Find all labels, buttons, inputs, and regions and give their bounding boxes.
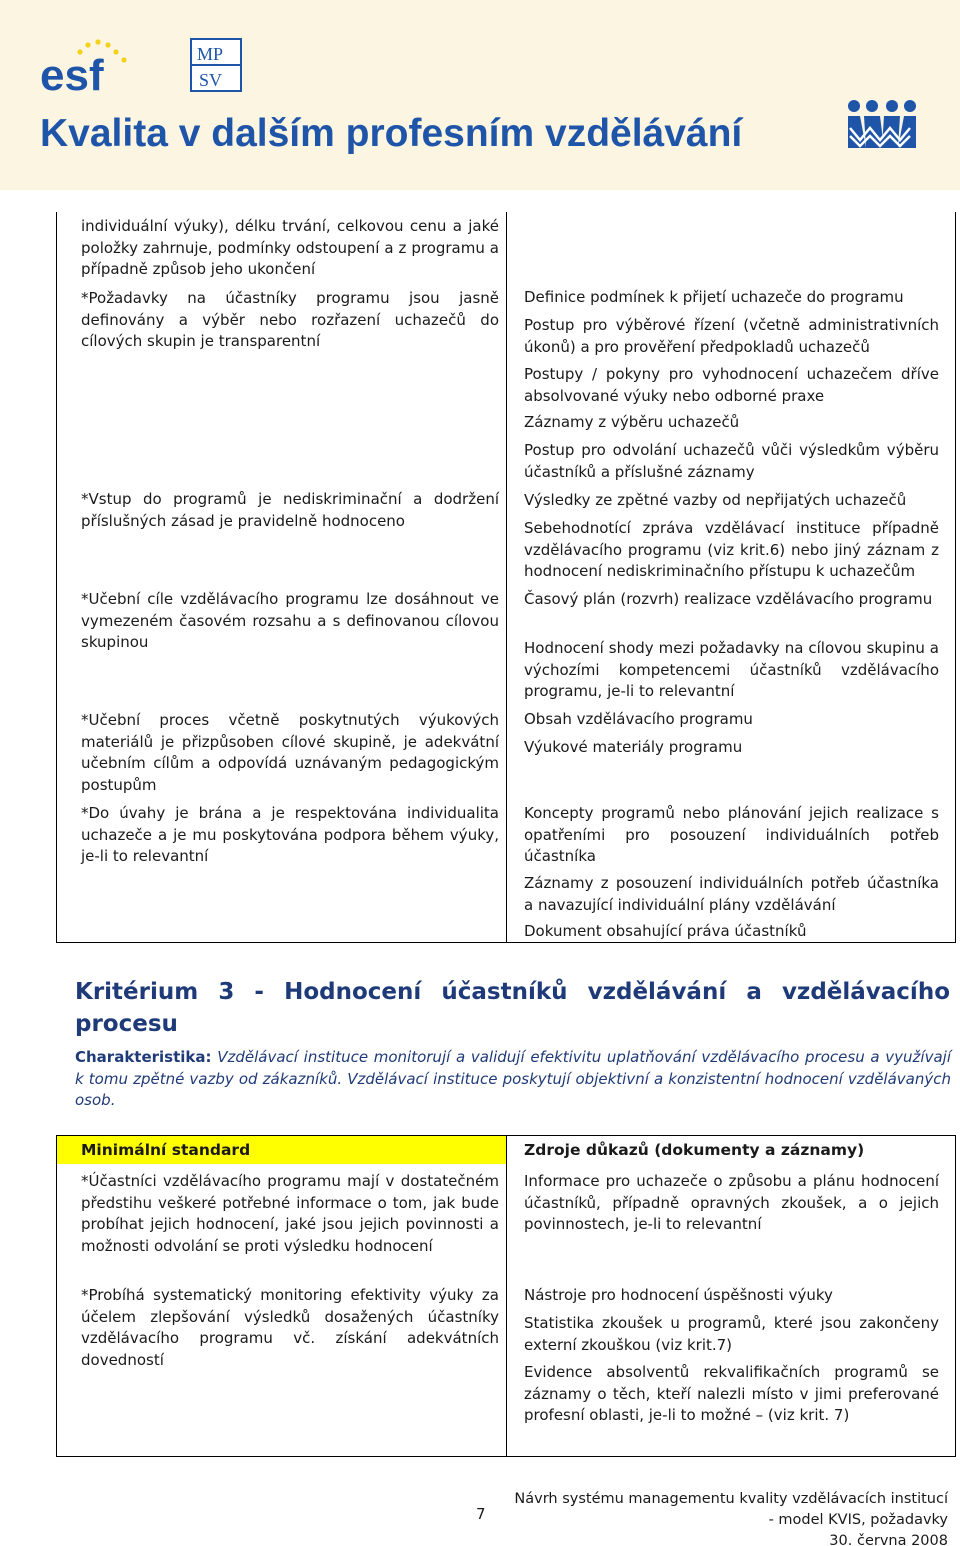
standard-item: *Účastníci vzdělávacího programu mají v dostatečném předstihu veškeré potřebné informace o tom, jak bude probíhat jejich hodnocení, jaké jsou jejich povinnosti a možnosti odvolání se proti výsledku hodnocení [81, 1172, 499, 1255]
footer-line-title: Návrh systému managementu kvality vzdělávacích institucí [514, 1491, 948, 1507]
evidence-item: Postup pro odvolání uchazečů vůči výsledkům výběru účastníků a příslušné záznamy [524, 441, 939, 481]
standard-item: individuální výuky), délku trvání, celkovou cenu a jaké položky zahrnuje, podmínky odstoupení a z programu a případně způsob jeho ukončení [81, 217, 499, 278]
evidence-item: Evidence absolventů rekvalifikačních programů se záznamy o těch, kteří nalezli místo v jimi preferované profesní oblasti, je-li to možné – (viz krit. 7) [524, 1363, 939, 1424]
standard-item: *Učební proces včetně poskytnutých výukových materiálů je přizpůsoben cílové skupině, je adekvátní učebním cílům a odpovídá uznávaným pedagogickým postupům [81, 711, 499, 794]
footer-info [514, 1489, 948, 1546]
characteristics-label: Charakteristika: [75, 1048, 212, 1066]
evidence-item: Statistika zkoušek u programů, které jsou zakončeny externí zkouškou (viz krit.7) [524, 1314, 939, 1354]
standard-item: *Vstup do programů je nediskriminační a dodržení příslušných zásad je pravidelně hodnoceno [81, 490, 499, 530]
standard-item: *Probíhá systematický monitoring efektivity výuky za účelem zlepšování výsledků dosažených účastníky vzdělávacího programu vč. získání adekvátních dovedností [81, 1286, 499, 1369]
evidence-item: Výsledky ze zpětné vazby od nepřijatých uchazečů [524, 491, 907, 509]
svg-text:MP: MP [197, 44, 224, 64]
evidence-sources-column [507, 212, 947, 942]
evidence-item: Informace pro uchazeče o způsobu a plánu hodnocení účastníků, případně opravných zkoušek, a o jejich povinnostech, je-li to relevantní [524, 1172, 939, 1233]
minimum-standard-column [57, 212, 507, 942]
criteria-table-continued [56, 212, 956, 943]
header-title: Kvalita v dalším profesním vzdělávání [40, 112, 743, 155]
column-header-evidence-sources: Zdroje důkazů (dokumenty a záznamy) [524, 1141, 865, 1159]
svg-text:SV: SV [199, 70, 223, 90]
esf-logo [38, 36, 158, 94]
footer-line-date: 30. června 2008 [829, 1533, 948, 1546]
evidence-item: Časový plán (rozvrh) realizace vzdělávacího programu [524, 590, 933, 608]
criterion-characteristics [75, 1047, 951, 1112]
evidence-item: Dokument obsahující práva účastníků [524, 922, 807, 940]
evidence-item: Hodnocení shody mezi požadavky na cílovou skupinu a výchozími kompetencemi účastníků vzdělávacího programu, je-li to relevantní [524, 639, 939, 700]
svg-text:esf: esf [40, 51, 104, 94]
evidence-item: Postup pro výběrové řízení (včetně administrativních úkonů) a pro prověření předpokladů uchazečů [524, 316, 939, 356]
evidence-item: Záznamy z výběru uchazečů [524, 413, 740, 431]
mpsv-logo [190, 38, 242, 92]
column-header-minimum-standard: Minimální standard [81, 1141, 251, 1159]
criterion-heading: Kritérium 3 - Hodnocení účastníků vzdělávání a vzdělávacího procesu [75, 979, 950, 1037]
evidence-item: Výukové materiály programu [524, 738, 743, 756]
minimum-standard-column [57, 1136, 507, 1456]
evidence-item: Obsah vzdělávacího programu [524, 710, 753, 728]
evidence-item: Definice podmínek k přijetí uchazeče do programu [524, 288, 904, 306]
criterion-3-table [56, 1135, 956, 1457]
standard-item: *Učební cíle vzdělávacího programu lze dosáhnout ve vymezeném časovém rozsahu a s definovanou cílovou skupinou [81, 590, 499, 651]
characteristics-text: Vzdělávací instituce monitorují a validují efektivitu uplatňování vzdělávacího procesu a využívají k tomu zpětné vazby od zákazníků. Vzdělávací instituce poskytují objektivní a konzistentní hodnocení vzdělávaných osob. [75, 1048, 951, 1109]
people-group-logo [846, 98, 918, 154]
evidence-item: Záznamy z posouzení individuálních potřeb účastníka a navazující individuální plány vzdělávání [524, 874, 939, 914]
standard-item: *Požadavky na účastníky programu jsou jasně definovány a výběr nebo rozřazení uchazečů do cílových skupin je transparentní [81, 289, 499, 350]
page-number: 7 [476, 1505, 486, 1523]
evidence-item: Sebehodnotící zpráva vzdělávací instituce případně vzdělávacího programu (viz krit.6) nebo jiný záznam z hodnocení nediskriminačního přístupu k uchazečům [524, 519, 939, 580]
evidence-item: Postupy / pokyny pro vyhodnocení uchazečem dříve absolvované výuky nebo odborné praxe [524, 365, 939, 405]
page-header [0, 0, 960, 190]
evidence-item: Koncepty programů nebo plánování jejich realizace s opatřeními pro posouzení individuálních potřeb účastníka [524, 804, 939, 865]
footer-line-model: - model KVIS, požadavky [768, 1512, 948, 1528]
evidence-item: Nástroje pro hodnocení úspěšnosti výuky [524, 1286, 833, 1304]
evidence-sources-column [507, 1136, 947, 1456]
standard-item: *Do úvahy je brána a je respektována individualita uchazeče a je mu poskytována podpora během výuky, je-li to relevantní [81, 804, 499, 865]
